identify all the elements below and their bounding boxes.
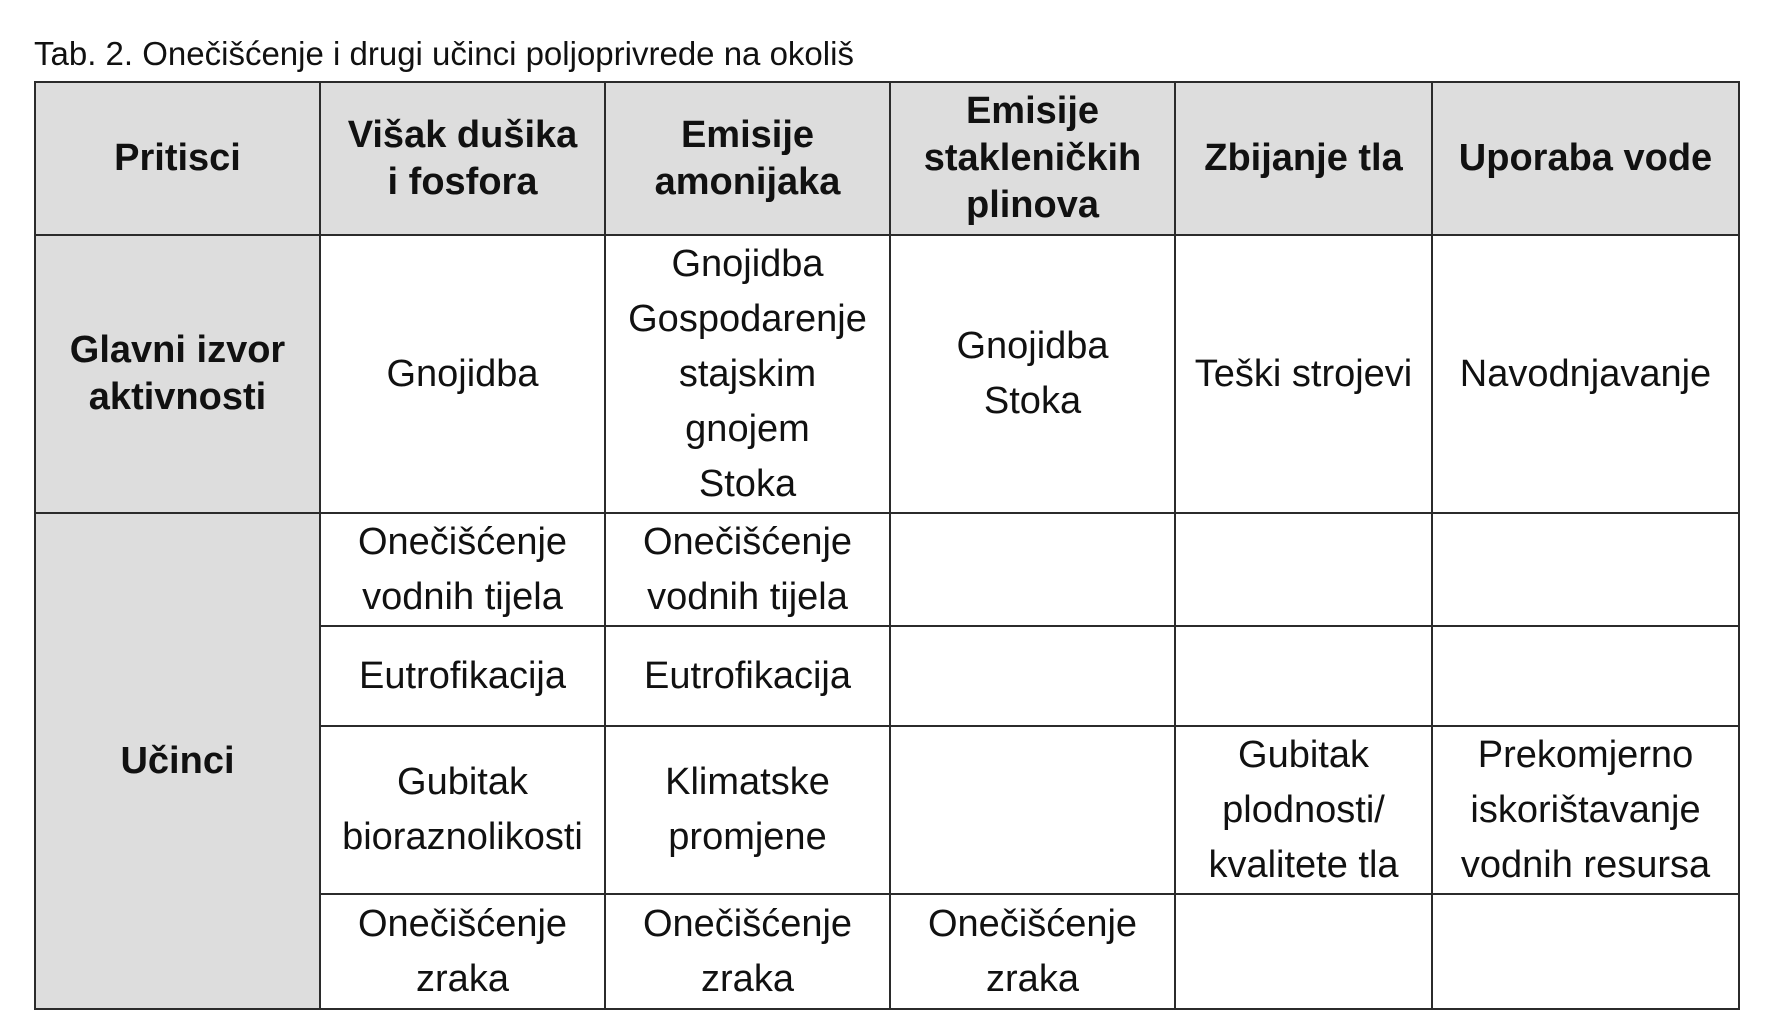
table-cell [320, 235, 605, 513]
cell-text-line: Onečišćenje [642, 520, 853, 563]
cell-text-line: promjene [668, 816, 827, 858]
cell-text-line: Gospodarenje [628, 297, 867, 340]
table-cell [1432, 626, 1739, 726]
table-cell [320, 626, 605, 726]
table-cell [1175, 894, 1432, 1009]
table-cell [890, 626, 1175, 726]
header-cell [890, 82, 1175, 235]
cell-text-line: vodnih tijela [362, 575, 563, 618]
cell-text-line: Onečišćenje [357, 902, 568, 945]
cell-text-line: Onečišćenje [642, 902, 853, 945]
table-cell [890, 726, 1175, 894]
table-cell [605, 235, 890, 513]
table-cell [605, 626, 890, 726]
cell-text-line: Stoka [698, 462, 797, 505]
cell-text-line: zraka [986, 957, 1079, 1000]
cell-text-line: zraka [416, 957, 509, 1000]
cell-text-line: Gubitak [397, 761, 528, 803]
pollution-effects-table [34, 81, 1740, 1010]
header-cell [35, 82, 320, 235]
cell-text-line: Eutrofikacija [644, 654, 851, 697]
cell-text-line: Stoka [983, 380, 1082, 422]
cell-text-line: i fosfora [387, 160, 538, 203]
cell-text-line: vodnih resursa [1460, 843, 1711, 886]
header-row [35, 82, 1739, 235]
table-cell [1175, 513, 1432, 626]
header-cell [605, 82, 890, 235]
table-cell [320, 513, 605, 626]
table-cell [890, 513, 1175, 626]
cell-text-line: Eutrofikacija [359, 654, 566, 697]
cell-text-line: stakleničkih [923, 137, 1142, 179]
header-cell [320, 82, 605, 235]
row-label: Učinci [35, 513, 320, 1009]
cell-text-line: Onečišćenje [927, 902, 1138, 945]
cell-text-line: gnojem [685, 407, 810, 450]
cell-text-line: Teški strojevi [1194, 352, 1413, 395]
cell-text-line: Gnojidba [386, 352, 539, 395]
table-cell [1432, 894, 1739, 1009]
table-cell [320, 894, 605, 1009]
source-row [35, 235, 1739, 513]
cell-text-line: Navodnjavanje [1459, 352, 1712, 395]
table-cell [890, 894, 1175, 1009]
cell-text-line: kvalitete tla [1208, 843, 1399, 886]
table-cell [1175, 726, 1432, 894]
header-cell [1175, 82, 1432, 235]
cell-text-line: Uporaba vode [1458, 137, 1713, 179]
cell-text-line: Klimatske [665, 761, 830, 803]
table-cell [1432, 235, 1739, 513]
table-cell [605, 726, 890, 894]
cell-text-line: Pritisci [114, 137, 241, 179]
cell-text-line: plodnosti/ [1222, 788, 1385, 831]
table-cell [1175, 626, 1432, 726]
table-cell [1432, 513, 1739, 626]
cell-text-line: Emisije [680, 113, 815, 156]
cell-text-line: Glavni izvor [69, 329, 286, 371]
row-label [35, 235, 320, 513]
table-cell [890, 235, 1175, 513]
table-cell [605, 513, 890, 626]
cell-text-line: bioraznolikosti [342, 816, 583, 858]
cell-text-line: Zbijanje tla [1204, 137, 1403, 179]
cell-text-line: plinova [965, 184, 1100, 226]
cell-text-line: Gnojidba [956, 325, 1109, 367]
table-cell [1432, 726, 1739, 894]
cell-text-line: Emisije [965, 90, 1100, 132]
cell-text-line: amonijaka [654, 160, 841, 203]
cell-text-line: stajskim [678, 352, 817, 395]
cell-text-line: Prekomjerno [1477, 733, 1694, 776]
cell-text-line: Gnojidba [671, 242, 824, 285]
cell-text-line: vodnih tijela [647, 575, 848, 618]
cell-text-line: Onečišćenje [357, 520, 568, 563]
table-cell [320, 726, 605, 894]
header-cell [1432, 82, 1739, 235]
cell-text-line: zraka [701, 957, 794, 1000]
table-cell [1175, 235, 1432, 513]
cell-text-line: iskorištavanje [1470, 788, 1701, 831]
cell-text-line: Višak dušika [347, 113, 578, 156]
cell-text-line: Gubitak [1238, 733, 1369, 776]
table-caption: Tab. 2. Onečišćenje i drugi učinci poljoprivrede na okoliš [34, 35, 854, 72]
table-cell [605, 894, 890, 1009]
effects-row [35, 513, 1739, 626]
cell-text-line: aktivnosti [88, 376, 267, 418]
